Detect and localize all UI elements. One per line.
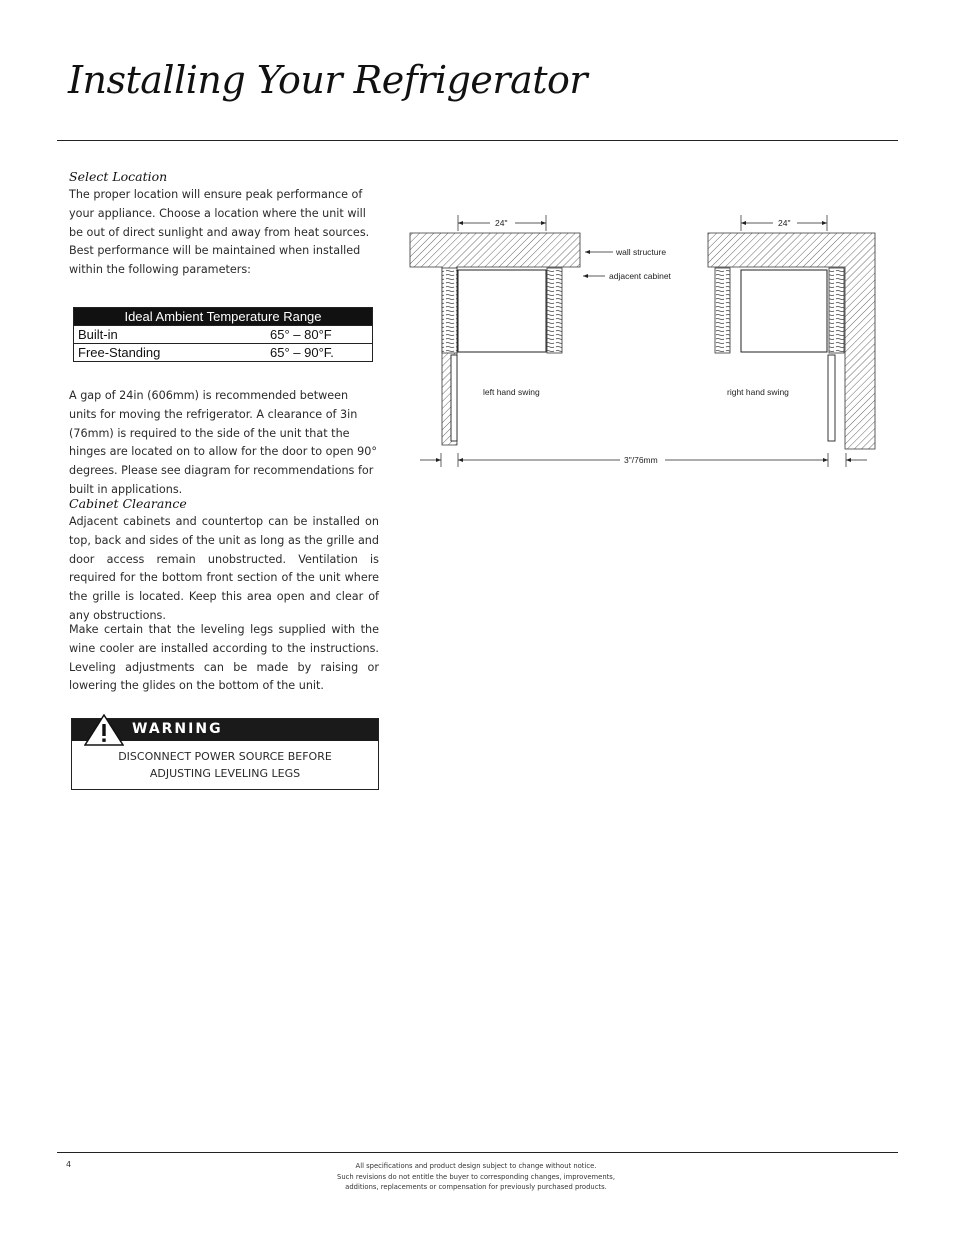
- left-refrigerator-unit: [458, 270, 546, 352]
- warning-line-2: ADJUSTING LEVELING LEGS: [149, 766, 301, 780]
- page-number: 4: [66, 1160, 72, 1169]
- leveling-paragraph: Make certain that the leveling legs supplied with the wine cooler are installed according to the instructions. Leveling adjustments can be made by raising or lowering the glides on the bottom of the unit.: [69, 623, 379, 693]
- left-open-door: [451, 355, 457, 441]
- footer-rule: [57, 1152, 898, 1153]
- wall-structure-label: wall structure: [616, 247, 667, 257]
- row-label-built-in: Built-in: [74, 326, 271, 344]
- header-rule: [57, 140, 898, 141]
- warning-text: [72, 749, 378, 782]
- right-installation: [708, 215, 875, 449]
- table-header-row: [74, 308, 373, 326]
- select-location-section: [69, 168, 379, 280]
- select-location-heading: Select Location: [69, 169, 168, 184]
- footer-disclaimer: [300, 1161, 652, 1193]
- warning-label: WARNING: [132, 721, 223, 737]
- right-width-label: 24": [778, 218, 791, 228]
- table-row: [74, 344, 373, 362]
- warning-triangle-icon: [84, 714, 124, 746]
- clearance-dimension: [420, 453, 867, 467]
- left-width-label: 24": [495, 218, 508, 228]
- footer-line-2: Such revisions do not entitle the buyer to corresponding changes, improvements,: [337, 1172, 615, 1181]
- right-open-door: [828, 355, 835, 441]
- adjacent-cabinet-label: adjacent cabinet: [609, 271, 671, 281]
- row-value-built-in: 65° – 80°F: [270, 326, 373, 344]
- callouts: [583, 247, 672, 281]
- temperature-table: [73, 307, 373, 362]
- right-refrigerator-unit: [741, 270, 827, 352]
- row-value-free-standing: 65° – 90°F.: [270, 344, 373, 362]
- right-adjacent-cabinet: [715, 268, 730, 353]
- cabinet-clearance-section: [69, 495, 379, 626]
- left-adjacent-cabinet: [547, 268, 562, 353]
- page-title: Installing Your Refrigerator: [68, 58, 588, 102]
- row-label-free-standing: Free-Standing: [74, 344, 271, 362]
- warning-box: [71, 718, 379, 790]
- clearance-label: 3"/76mm: [624, 455, 658, 465]
- left-installation: [410, 215, 580, 445]
- footer-line-1: All specifications and product design subject to change without notice.: [355, 1162, 597, 1170]
- gap-paragraph: A gap of 24in (606mm) is recommended between units for moving the refrigerator. A clearance of 3in (76mm) is required to the side of the unit that the hinges are located on to allow for the door to open 90° degrees. Please see diagram for recommendations for built in applications.: [69, 389, 377, 496]
- left-side-cabinet: [442, 268, 457, 353]
- right-side-cabinet: [829, 268, 844, 353]
- warning-line-1: DISCONNECT POWER SOURCE BEFORE: [118, 750, 332, 763]
- cabinet-clearance-body: Adjacent cabinets and countertop can be installed on top, back and sides of the unit as long as the grille and door access remain unobstructed. Ventilation is required for the bottom front section of the unit where the grille is located. Keep this area open and clear of any obstructions.: [69, 515, 379, 622]
- footer-line-3: additions, replacements or compensation for previously purchased products.: [345, 1183, 607, 1191]
- right-swing-label: right hand swing: [727, 387, 789, 397]
- left-swing-label: left hand swing: [483, 387, 540, 397]
- installation-diagram: [405, 205, 885, 475]
- cabinet-clearance-heading: Cabinet Clearance: [69, 496, 187, 511]
- select-location-body: The proper location will ensure peak performance of your appliance. Choose a location where the unit will be out of direct sunlight and away from heat sources. Best performance will be maintained when installed within the following parameters:: [69, 188, 370, 277]
- table-row: [74, 326, 373, 344]
- table-header: Ideal Ambient Temperature Range: [74, 308, 373, 326]
